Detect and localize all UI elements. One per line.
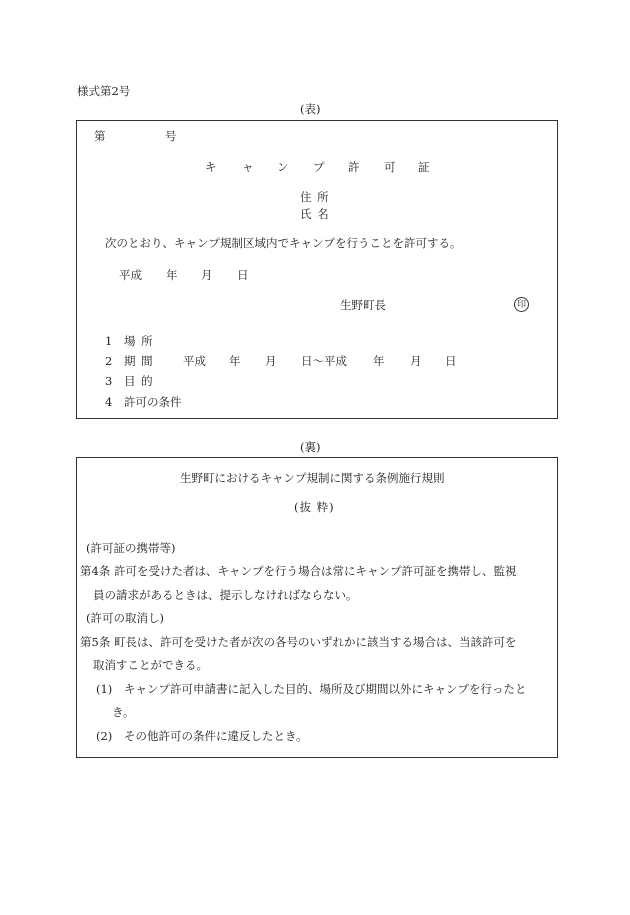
- clause-2-text: その他許可の条件に違反したとき。: [124, 729, 308, 743]
- item-4-label: 許可の条件: [124, 395, 182, 409]
- period-end-month: 月: [410, 354, 422, 368]
- item-1-label: 場 所: [124, 334, 154, 348]
- address-label: 住 所: [300, 190, 330, 204]
- item-3-label: 目 的: [124, 374, 154, 388]
- permit-title-char-5: 許: [348, 160, 360, 174]
- article-4-line-1: 第4条 許可を受けた者は、キャンプを行う場合は常にキャンプ許可証を携帯し、監視: [80, 564, 517, 578]
- form-number: 様式第2号: [77, 84, 131, 98]
- back-heading: (裏): [300, 440, 321, 454]
- clause-2-number: (2): [96, 729, 113, 743]
- permit-title-char-1: キ: [205, 160, 217, 174]
- item-1-number: 1: [105, 334, 113, 348]
- article-5-line-2: 取消すことができる。: [93, 658, 208, 672]
- excerpt-label: (抜 粋): [294, 500, 335, 514]
- period-start-day-end-era: 日～平成: [301, 354, 347, 368]
- permission-statement: 次のとおり、キャンプ規制区域内でキャンプを行うことを許可する。: [105, 236, 462, 250]
- clause-1-line-2: き。: [112, 705, 135, 719]
- period-start-year: 年: [229, 354, 241, 368]
- item-2-label: 期 間: [124, 354, 154, 368]
- permit-title-char-2: ャ: [242, 160, 254, 174]
- article-4-line-2: 員の請求があるときは、提示しなければならない。: [93, 588, 358, 602]
- permit-title-char-3: ン: [277, 160, 289, 174]
- date-era: 平成: [119, 268, 142, 282]
- seal-mark: 印: [514, 297, 529, 312]
- date-year: 年: [166, 268, 178, 282]
- name-label: 氏 名: [300, 207, 330, 221]
- regulation-title: 生野町におけるキャンプ規制に関する条例施行規則: [180, 471, 445, 485]
- item-2-number: 2: [105, 354, 113, 368]
- permit-title-char-4: プ: [313, 160, 325, 174]
- front-heading: (表): [300, 102, 321, 116]
- clause-1-number: (1): [96, 682, 113, 696]
- date-day: 日: [237, 268, 249, 282]
- permit-title-char-7: 証: [418, 160, 430, 174]
- period-start-month: 月: [265, 354, 277, 368]
- permit-number-suffix: 号: [165, 129, 177, 143]
- section-caption-carry: (許可証の携帯等): [86, 541, 176, 555]
- period-start-era: 平成: [183, 354, 206, 368]
- period-end-year: 年: [373, 354, 385, 368]
- period-end-day: 日: [445, 354, 457, 368]
- issuer-name: 生野町長: [340, 298, 386, 312]
- article-5-line-1: 第5条 町長は、許可を受けた者が次の各号のいずれかに該当する場合は、当該許可を: [80, 635, 517, 649]
- permit-title-char-6: 可: [384, 160, 396, 174]
- date-month: 月: [201, 268, 213, 282]
- clause-1-line-1: キャンプ許可申請書に記入した目的、場所及び期間以外にキャンプを行ったと: [124, 682, 527, 696]
- section-caption-revoke: (許可の取消し): [86, 611, 164, 625]
- item-3-number: 3: [105, 374, 113, 388]
- item-4-number: 4: [105, 395, 113, 409]
- permit-number-prefix: 第: [94, 129, 106, 143]
